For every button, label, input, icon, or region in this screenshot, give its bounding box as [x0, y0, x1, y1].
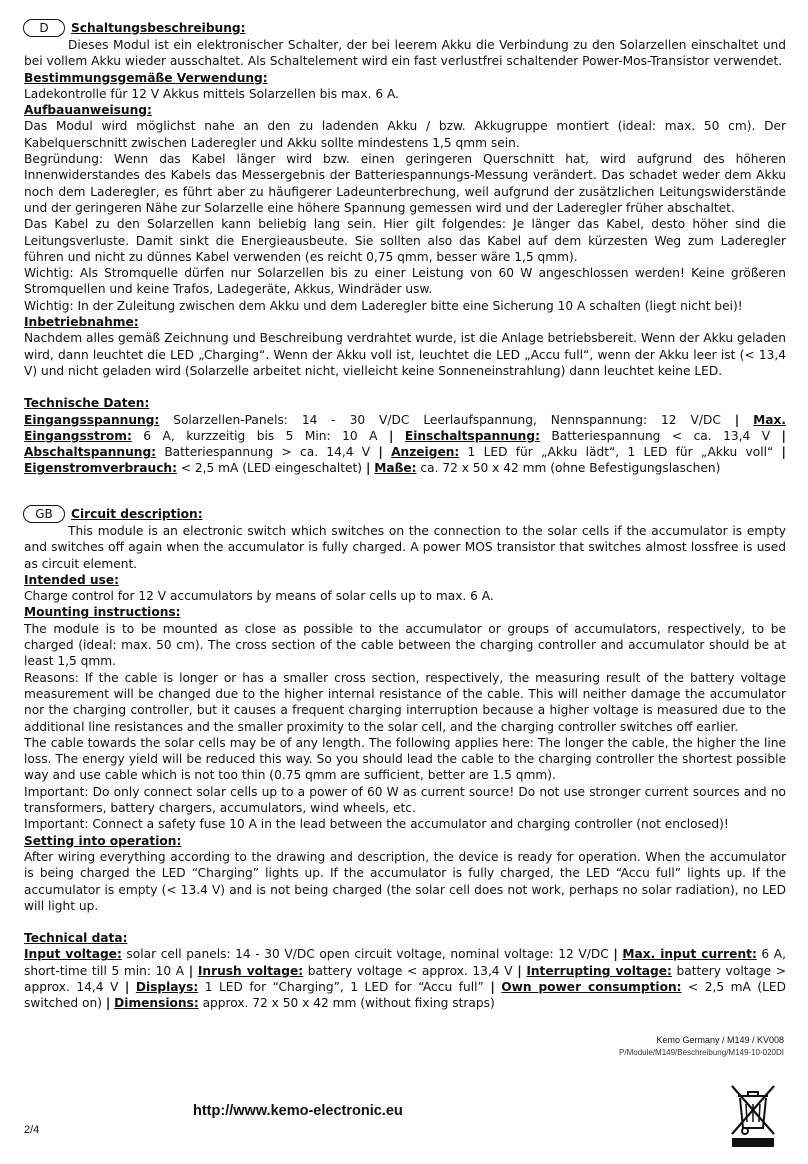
gb-mounting-p5: Important: Connect a safety fuse 10 A in the lead between the accumulator and charging controller (not enclosed)!	[24, 817, 729, 832]
de-mounting-p2: Begründung: Wenn das Kabel länger wird bzw. einen geringeren Querschnitt hat, wird aufgrund des höheren Innenwiderstandes des Kabels das Messergebnis der Batteriespannungs-Messung verändert. Das schadet weder dem Akku noch dem Laderegler, es führt aber zu häufigerer Ladeunterbrechung, weil aufgrund der zusätzlichen Leitungswiderstände und der geringeren Nähe zur Solarzelle eine höhere Spannung gemessen wird und der Laderegler früher abschaltet.	[24, 152, 786, 215]
de-description-heading: Schaltungsbeschreibung:	[71, 20, 246, 35]
gb-tech-data	[24, 946, 786, 1011]
de-tech-heading: Technische Daten:	[24, 396, 150, 411]
gb-description-text: This module is an electronic switch which switches on the connection to the solar cells if the accumulator is empty and switches off again when the accumulator is fully charged. A power MOS transistor that switches almost lossfree is used as circuit element.	[24, 524, 786, 571]
tech-key: Interrupting voltage:	[526, 963, 672, 978]
tech-key: Dimensions:	[114, 996, 199, 1011]
de-mounting-p1: Das Modul wird möglichst nahe an den zu ladenden Akku / bzw. Akkugruppe montiert (ideal: max. 50 cm). Der Kabelquerschnitt zwischen Laderegler und Akku sollte mindestens 1,5 qmm sein.	[24, 119, 786, 150]
tech-separator: |	[781, 445, 786, 460]
tech-separator: |	[734, 412, 740, 427]
tech-value: solar cell panels: 14 - 30 V/DC open circuit voltage, nominal voltage: 12 V/DC	[121, 947, 614, 962]
footer-company: Kemo Germany / M149 / KV008	[656, 1035, 784, 1045]
tech-separator: |	[105, 996, 111, 1011]
german-section	[24, 19, 786, 477]
tech-value: Batteriespannung > ca. 14,4 V	[156, 445, 379, 460]
tech-value: < 2,5 mA (LED switched on)	[24, 980, 786, 1011]
spacer	[24, 379, 786, 395]
tech-separator: |	[124, 980, 130, 995]
tech-separator: |	[613, 947, 618, 962]
gb-use-heading: Intended use:	[24, 572, 120, 587]
spacer	[24, 914, 786, 930]
tech-key: Own power consumption:	[501, 980, 682, 995]
tech-key: Input voltage:	[24, 947, 122, 962]
de-operation-text: Nachdem alles gemäß Zeichnung und Beschreibung verdrahtet wurde, ist die Anlage betriebsbereit. Wenn der Akku geladen wird, dann leuchtet die LED „Charging“. Wenn der Akku voll ist, leuchtet die LED „Accu full“, wenn der Akku leer ist (< 13,4 V) und nicht geladen wird (Solarzelle arbeitet nicht, vielleicht keine Sonneneinstrahlung) dann leuchtet keine LED.	[24, 331, 786, 378]
gb-tech-heading: Technical data:	[24, 931, 128, 946]
tech-value: Batteriespannung < ca. 13,4 V	[539, 428, 782, 443]
tech-key: Displays:	[135, 980, 199, 995]
tech-value: battery voltage > approx. 14,4 V	[24, 963, 787, 995]
website-url: http://www.kemo-electronic.eu	[193, 1103, 403, 1119]
tech-key: Max. Eingangsstrom:	[24, 412, 787, 443]
de-mounting-p3: Das Kabel zu den Solarzellen kann beliebig lang sein. Hier gilt folgendes: Je länger das Kabel, desto höher sind die Leitungsverluste. Damit sinkt die Energieausbeute. Sie sollten also das Kabel auf dem kürzesten Weg zum Laderegler führen und nicht zu dünnes Kabel verwenden (es reicht 0,75 qmm, besser wäre 1,5 qmm).	[24, 217, 786, 264]
de-use-heading: Bestimmungsgemäße Verwendung:	[24, 70, 268, 85]
gb-mounting-p1: The module is to be mounted as close as possible to the accumulator or groups of accumulators, respectively, to be charged (ideal: max. 50 cm). The cross section of the cable between the charging controller and accumulator should be at least 1,5 qmm.	[24, 621, 786, 669]
tech-value: approx. 72 x 50 x 42 mm (without fixing straps)	[198, 996, 495, 1011]
gb-operation-heading: Setting into operation:	[24, 833, 182, 848]
tech-value: 6 A, kurzzeitig bis 5 Min: 10 A	[131, 428, 389, 443]
tech-key: Inrush voltage:	[197, 963, 304, 978]
de-use-text: Ladekontrolle für 12 V Akkus mittels Solarzellen bis max. 6 A.	[24, 86, 399, 101]
de-heading-row	[24, 19, 786, 37]
tech-value: 6 A, short-time till 5 min: 10 A	[24, 947, 787, 978]
tech-value: battery voltage < approx. 13,4 V	[303, 963, 518, 978]
tech-separator: |	[365, 461, 371, 476]
gb-heading-row	[24, 505, 786, 523]
page-number: 2/4	[24, 1124, 40, 1136]
tech-key: Maße:	[374, 461, 417, 476]
language-badge-gb: GB	[23, 505, 65, 523]
tech-separator: |	[517, 963, 522, 978]
tech-separator: |	[188, 963, 194, 978]
tech-value: Solarzellen-Panels: 14 - 30 V/DC Leerlaufspannung, Nennspannung: 12 V/DC	[159, 412, 735, 427]
gb-mounting-heading: Mounting instructions:	[24, 605, 181, 620]
tech-key: Eingangsspannung:	[24, 412, 160, 427]
gb-mounting-p4: Important: Do only connect solar cells up to a power of 60 W as current source! Do not use stronger current sources and no transformers, battery chargers, accumulators, wind wheels, etc.	[24, 784, 786, 816]
de-mounting-p5: Wichtig: In der Zuleitung zwischen dem Akku und dem Laderegler bitte eine Sicherung 10 A schalten (liegt nicht bei)!	[24, 298, 743, 313]
tech-key: Abschaltspannung:	[24, 445, 157, 460]
de-mounting-p4: Wichtig: Als Stromquelle dürfen nur Solarzellen bis zu einer Leistung von 60 W angeschlossen werden! Keine größeren Stromquellen und keine Trafos, Ladegeräte, Akkus, Windräder usw.	[24, 266, 786, 297]
gb-mounting-p3: The cable towards the solar cells may be of any length. The following applies here: The longer the cable, the higher the line loss. The energy yield will be reduced this way. So you should lead the cable to the charging controller the shortest possible way and use cable which is not too thin (0.75 qmm are sufficient, better are 1.5 qmm).	[24, 735, 786, 783]
tech-key: Max. input current:	[622, 947, 757, 962]
de-tech-data	[24, 412, 786, 477]
tech-value: < 2,5 mA (LED eingeschaltet)	[176, 461, 366, 476]
tech-separator: |	[490, 980, 495, 995]
footer-reference	[619, 1034, 784, 1058]
tech-key: Anzeigen:	[391, 445, 460, 460]
tech-separator: |	[378, 445, 383, 460]
tech-key: Einschaltspannung:	[404, 428, 540, 443]
crossed-out-wheelie-bin-icon	[728, 1082, 778, 1148]
language-badge-de: D	[23, 19, 65, 37]
footer-path: P/Module/M149/Beschreibung/M149-10-020DI	[619, 1048, 784, 1057]
gb-operation-text: After wiring everything according to the drawing and description, the device is ready for operation. When the accumulator is being charged the LED “Charging” lights up. If the accumulator is fully charged, the LED “Accu full” lights up. If the accumulator is empty (< 13.4 V) and is not being charged (the solar cell does not work, perhaps no solar radiation), no LED will light up.	[24, 849, 786, 913]
de-description-text: Dieses Modul ist ein elektronischer Schalter, der bei leerem Akku die Verbindung zu den Solarzellen einschaltet und bei vollem Akku wieder ausschaltet. Als Schaltelement wird ein fast verlustfrei schaltender Power-Mos-Transistor verwendet.	[24, 38, 786, 69]
de-mounting-heading: Aufbauanweisung:	[24, 103, 152, 118]
english-section	[24, 505, 786, 1012]
tech-value: 1 LED for “Charging”, 1 LED for “Accu full”	[198, 980, 491, 995]
de-operation-heading: Inbetriebnahme:	[24, 315, 139, 330]
tech-value: ca. 72 x 50 x 42 mm (ohne Befestigungslaschen)	[416, 461, 721, 476]
tech-separator: |	[388, 428, 394, 443]
gb-use-text: Charge control for 12 V accumulators by means of solar cells up to max. 6 A.	[24, 589, 494, 604]
gb-mounting-p2: Reasons: If the cable is longer or has a smaller cross section, respectively, the measuring result of the battery voltage measurement will be changed due to the higher internal resistance of the cable. This will neither damage the accumulator nor the charging controller, but it causes a frequent charging interruption because a higher voltage is measured due to the additional line resistances and the smaller proximity to the solar cell, and the charging controller switches off earlier.	[24, 670, 786, 734]
tech-value: 1 LED für „Akku lädt“, 1 LED für „Akku voll“	[459, 445, 782, 460]
gb-description-heading: Circuit description:	[71, 506, 203, 521]
tech-key: Eigenstromverbrauch:	[24, 461, 177, 476]
tech-separator: |	[781, 428, 786, 443]
